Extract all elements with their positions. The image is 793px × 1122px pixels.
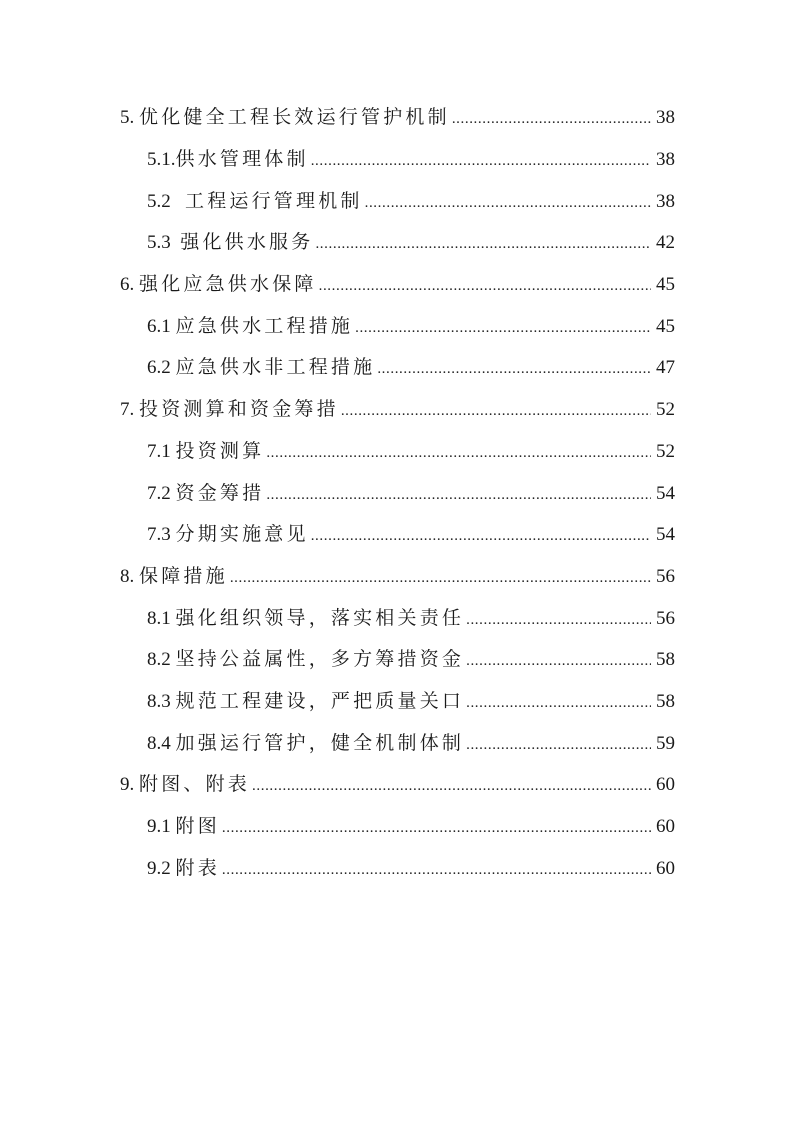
toc-entry-page: 56: [656, 565, 675, 587]
toc-entry-8-1[interactable]: [0, 597, 793, 639]
dot-leader: [466, 654, 651, 669]
toc-entry-9[interactable]: [0, 764, 793, 806]
toc-entry-page: 38: [656, 107, 675, 129]
toc-entry-number: 7.2: [147, 482, 176, 504]
toc-entry-page: 45: [656, 315, 675, 337]
toc-entry-number: 7.3: [147, 524, 176, 546]
toc-entry-7[interactable]: [0, 389, 793, 431]
toc-entry-title: 分期实施意见: [175, 524, 309, 546]
toc-entry-number: 8.: [120, 565, 139, 587]
toc-entry-title: 强化供水服务: [180, 232, 314, 254]
toc-entry-number: 5.1.: [147, 149, 176, 171]
toc-entry-page: 59: [656, 732, 675, 754]
toc-entry-8[interactable]: [0, 556, 793, 598]
dot-leader: [466, 738, 651, 753]
toc-entry-title: 应急供水工程措施: [175, 315, 354, 337]
toc-entry-number: 8.1: [147, 607, 176, 629]
toc-entry-title: 附图: [175, 816, 220, 838]
toc-entry-number: 9.: [120, 774, 139, 796]
toc-entry-page: 52: [656, 440, 675, 462]
dot-leader: [252, 779, 651, 794]
toc-entry-number: 9.1: [147, 816, 176, 838]
dot-leader: [222, 863, 651, 878]
toc-entry-5-1[interactable]: [0, 139, 793, 181]
toc-entry-title: 优化健全工程长效运行管护机制: [139, 107, 450, 129]
dot-leader: [311, 154, 651, 169]
toc-entry-6-1[interactable]: [0, 305, 793, 347]
toc-entry-6[interactable]: [0, 264, 793, 306]
toc-entry-page: 58: [656, 690, 675, 712]
toc-entry-9-2[interactable]: [0, 847, 793, 889]
toc-entry-page: 56: [656, 607, 675, 629]
toc-entry-title: 工程运行管理机制: [185, 190, 363, 212]
toc-entry-title: 投资测算和资金筹措: [139, 399, 339, 421]
dot-leader: [466, 613, 651, 628]
toc-entry-title: 强化应急供水保障: [139, 274, 317, 296]
dot-leader: [266, 488, 651, 503]
table-of-contents: [0, 97, 793, 889]
toc-entry-page: 45: [656, 274, 675, 296]
toc-entry-number: 7.1: [147, 440, 176, 462]
toc-entry-5[interactable]: [0, 97, 793, 139]
toc-entry-number: 7.: [120, 399, 139, 421]
toc-entry-page: 58: [656, 649, 675, 671]
toc-entry-8-2[interactable]: [0, 639, 793, 681]
toc-entry-title: 附图、附表: [139, 774, 251, 796]
toc-entry-page: 54: [656, 482, 675, 504]
dot-leader: [311, 529, 651, 544]
dot-leader: [266, 446, 651, 461]
dot-leader: [230, 571, 651, 586]
dot-leader: [315, 237, 651, 252]
toc-entry-page: 38: [656, 149, 675, 171]
toc-entry-number: 6.1: [147, 315, 176, 337]
toc-entry-9-1[interactable]: [0, 806, 793, 848]
toc-entry-number: 8.4: [147, 732, 176, 754]
toc-entry-number: 5.2: [147, 190, 185, 212]
toc-entry-page: 54: [656, 524, 675, 546]
toc-entry-title: 供水管理体制: [175, 149, 309, 171]
toc-entry-number: 6.: [120, 274, 139, 296]
dot-leader: [222, 821, 651, 836]
dot-leader: [355, 321, 651, 336]
toc-entry-title: 应急供水非工程措施: [175, 357, 376, 379]
toc-entry-title: 坚持公益属性，多方筹措资金: [175, 649, 465, 671]
toc-entry-number: 8.2: [147, 649, 176, 671]
dot-leader: [319, 279, 651, 294]
toc-entry-title: 加强运行管护，健全机制体制: [175, 732, 465, 754]
toc-entry-5-2[interactable]: [0, 180, 793, 222]
toc-entry-number: 8.3: [147, 690, 176, 712]
toc-entry-7-3[interactable]: [0, 514, 793, 556]
toc-entry-number: 5.3: [147, 232, 181, 254]
toc-entry-number: 5.: [120, 107, 139, 129]
toc-entry-title: 保障措施: [139, 565, 228, 587]
toc-entry-title: 投资测算: [175, 440, 265, 462]
toc-entry-8-3[interactable]: [0, 681, 793, 723]
toc-entry-title: 资金筹措: [175, 482, 265, 504]
dot-leader: [341, 404, 651, 419]
toc-entry-page: 47: [656, 357, 675, 379]
dot-leader: [377, 362, 651, 377]
toc-entry-title: 附表: [175, 857, 220, 879]
toc-entry-7-1[interactable]: [0, 431, 793, 473]
toc-entry-5-3[interactable]: [0, 222, 793, 264]
dot-leader: [452, 112, 651, 127]
toc-entry-title: 规范工程建设，严把质量关口: [175, 690, 465, 712]
toc-entry-page: 60: [656, 857, 675, 879]
toc-entry-number: 6.2: [147, 357, 176, 379]
toc-entry-number: 9.2: [147, 857, 176, 879]
toc-entry-page: 38: [656, 190, 675, 212]
toc-entry-title: 强化组织领导，落实相关责任: [175, 607, 465, 629]
dot-leader: [365, 196, 651, 211]
toc-entry-page: 60: [656, 774, 675, 796]
dot-leader: [466, 696, 651, 711]
toc-entry-8-4[interactable]: [0, 722, 793, 764]
toc-entry-7-2[interactable]: [0, 472, 793, 514]
toc-entry-page: 60: [656, 816, 675, 838]
toc-entry-6-2[interactable]: [0, 347, 793, 389]
toc-entry-page: 52: [656, 399, 675, 421]
toc-entry-page: 42: [656, 232, 675, 254]
